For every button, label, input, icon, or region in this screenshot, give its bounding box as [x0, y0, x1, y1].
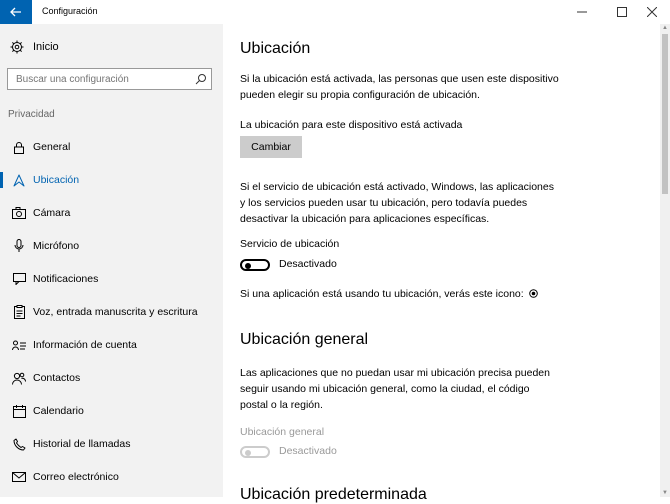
service-description: Si el servicio de ubicación está activado, Windows, las aplicaciones y los servicios pueden usar tu ubicación, pero todavía puedes desactivar la ubicación para aplicaciones específicas.: [240, 181, 554, 225]
device-status-text: La ubicación para este dispositivo está activada: [240, 119, 463, 131]
clipboard-icon: [10, 305, 28, 319]
sidebar-item-notifications[interactable]: [0, 264, 223, 294]
scrollbar[interactable]: [660, 24, 670, 497]
close-button[interactable]: [634, 0, 670, 24]
sidebar-item-label: Correo electrónico: [33, 471, 119, 483]
camera-icon: [10, 207, 28, 219]
sidebar-item-contacts[interactable]: [0, 363, 223, 393]
microphone-icon: [10, 239, 28, 253]
icon-note: Si una aplicación está usando tu ubicación, verás este icono:: [240, 288, 524, 300]
main-content: [223, 24, 658, 503]
sidebar-item-account-info[interactable]: [0, 330, 223, 360]
general-location-toggle[interactable]: [240, 446, 270, 458]
back-button[interactable]: [0, 0, 32, 24]
page-title: Ubicación: [240, 40, 311, 57]
sidebar-item-mail[interactable]: [0, 462, 223, 492]
call-history-icon: [10, 438, 28, 451]
toggle-knob: [245, 263, 251, 269]
sidebar-item-label: Micrófono: [33, 240, 80, 252]
general-location-description: Las aplicaciones que no puedan usar mi ubicación precisa pueden seguir usando mi ubicación general, como la ciudad, el código postal o la región.: [240, 367, 550, 411]
location-service-toggle[interactable]: [240, 259, 270, 271]
notification-icon: [10, 273, 28, 285]
scroll-down-arrow-icon[interactable]: ▼: [662, 490, 668, 496]
service-state: Desactivado: [279, 258, 337, 270]
sidebar-item-label: Información de cuenta: [33, 339, 137, 351]
sidebar-item-label: Cámara: [33, 207, 71, 219]
maximize-icon: [617, 7, 627, 17]
general-location-state: Desactivado: [279, 445, 337, 457]
mail-icon: [10, 472, 28, 482]
sidebar-item-label: General: [33, 141, 71, 153]
calendar-icon: [10, 405, 28, 418]
sidebar-item-speech[interactable]: [0, 297, 223, 327]
contacts-icon: [10, 372, 28, 385]
section-label: Privacidad: [8, 109, 55, 120]
sidebar-item-label: Notificaciones: [33, 273, 99, 285]
location-icon: [10, 174, 28, 187]
close-icon: [647, 7, 657, 17]
intro-text: Si la ubicación está activada, las personas que usen este dispositivo pueden elegir su propia configuración de ubicación.: [240, 73, 559, 101]
sidebar-item-label: Historial de llamadas: [33, 438, 131, 450]
general-location-title: Ubicación general: [240, 331, 369, 348]
window-title: Configuración: [42, 6, 98, 16]
search-icon: [195, 73, 207, 85]
gear-icon: [10, 40, 24, 54]
lock-icon: [10, 141, 28, 154]
sidebar-item-camera[interactable]: [0, 198, 223, 228]
sidebar-item-label: Ubicación: [33, 174, 80, 186]
default-location-title: Ubicación predeterminada: [240, 486, 427, 503]
title-bar: [0, 0, 670, 24]
sidebar-item-calendar[interactable]: [0, 396, 223, 426]
minimize-icon: [577, 7, 587, 17]
scroll-up-arrow-icon[interactable]: ▲: [662, 25, 668, 31]
sidebar-item-label: Calendario: [33, 405, 84, 417]
back-arrow-icon: [10, 7, 22, 17]
sidebar-item-label: Contactos: [33, 372, 81, 384]
general-location-label: Ubicación general: [240, 426, 325, 438]
active-indicator: [0, 172, 3, 188]
minimize-button[interactable]: [564, 0, 600, 24]
home-label: Inicio: [33, 41, 59, 53]
sidebar-item-microphone[interactable]: [0, 231, 223, 261]
toggle-knob: [245, 450, 251, 456]
account-info-icon: [10, 340, 28, 351]
search-box[interactable]: [7, 68, 212, 90]
icon-note-row: [240, 286, 540, 302]
location-in-use-icon: [529, 289, 538, 298]
scroll-thumb[interactable]: [662, 34, 668, 194]
search-input[interactable]: [16, 74, 196, 85]
change-button[interactable]: Cambiar: [240, 136, 302, 158]
sidebar-item-call-history[interactable]: [0, 429, 223, 459]
sidebar-item-general[interactable]: [0, 132, 223, 162]
service-label: Servicio de ubicación: [240, 238, 340, 250]
sidebar: [0, 24, 223, 497]
sidebar-item-location[interactable]: [0, 165, 223, 195]
sidebar-item-label: Voz, entrada manuscrita y escritura: [33, 306, 198, 318]
home-item[interactable]: [10, 40, 59, 54]
